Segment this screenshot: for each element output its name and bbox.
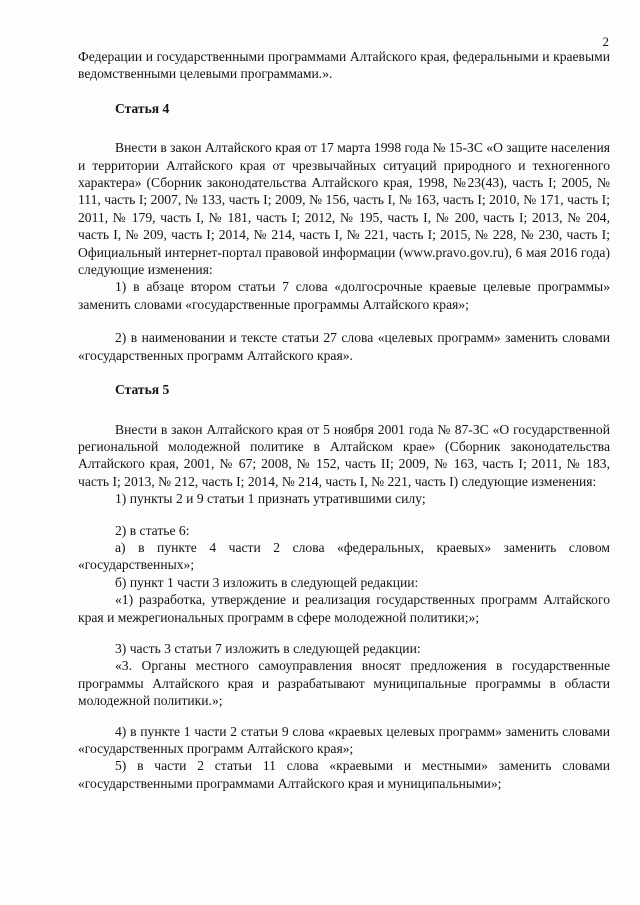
article-5-item-3: 3) часть 3 статьи 7 изложить в следующей редакции: [115, 640, 421, 656]
article-5-item-1: 1) пункты 2 и 9 статьи 1 признать утратившими силу; [115, 491, 426, 507]
article-5-item-2a: а) в пункте 4 части 2 слова «федеральных, краевых» заменить словом «государственных»; [78, 539, 610, 573]
article-5-item-5: 5) в части 2 статьи 11 слова «краевыми и местными» заменить словами «государственными программами Алтайского края и муниципальными»; [78, 758, 610, 791]
article-4-item-2: 2) в наименовании и тексте статьи 27 слова «целевых программ» заменить словами «государственных программ Алтайского края». [78, 330, 610, 363]
intro-paragraph: Федерации и государственными программами Алтайского края, федеральными и краевыми ведомственными целевыми программами.». [78, 49, 610, 82]
article-5-item-3-quote: «3. Органы местного самоуправления вносят предложения в государственные программы Алтайского края и разрабатывают муниципальные программы в области молодежной политики.»; [78, 658, 610, 709]
article-5-intro: Внести в закон Алтайского края от 5 ноября 2001 года № 87-ЗС «О государственной региональной молодежной политике в Алтайском крае» (Сборник законодательства Алтайского края, 2001, № 67; 2008, № 152, часть II; 2009, № 163, часть I; 2011, № 183, часть I; 2013, № 212, часть I; 2014, № 214, часть I, № 221, часть I) следующие изменения: [78, 421, 610, 489]
article-4-heading: Статья 4 [115, 100, 170, 116]
article-5-heading: Статья 5 [115, 382, 170, 398]
article-4-item-1: 1) в абзаце втором статьи 7 слова «долгосрочные краевые целевые программы» заменить словами «государственные программы Алтайского края»; [78, 279, 610, 312]
article-5-item-2: 2) в статье 6: [115, 522, 190, 538]
article-5-item-4: 4) в пункте 1 части 2 статьи 9 слова «краевых целевых программ» заменить словами «государственных программ Алтайского края»; [78, 723, 610, 756]
document-body [78, 48, 610, 792]
article-4-intro: Внести в закон Алтайского края от 17 марта 1998 года № 15-ЗС «О защите населения и территории Алтайского края от чрезвычайных ситуаций природного и техногенного характера» (Сборник законодательства Алтайского края, 1998, №23(43), часть I; 2005, № 111, часть I; 2007, № 133, часть I; 2009, № 156, часть I, № 163, часть I; 2010, № 171, часть I; 2011, № 179, часть I, № 181, часть I; 2012, № 195, часть I, № 200, часть I; 2013, № 204, часть I, № 209, часть I; 2014, № 214, часть I, № 221, часть I; 2015, № 228, № 230, часть I; Официальный интернет-портал правовой информации (www.pravo.gov.ru), 6 мая 2016 года) следующие изменения: [78, 140, 610, 278]
article-5-item-2b-quote: «1) разработка, утверждение и реализация государственных программ Алтайского края и межрегиональных программ в сфере молодежной политики;»; [78, 592, 610, 625]
article-5-item-2b: б) пункт 1 части 3 изложить в следующей редакции: [115, 574, 419, 590]
page-number: 2 [602, 34, 609, 49]
